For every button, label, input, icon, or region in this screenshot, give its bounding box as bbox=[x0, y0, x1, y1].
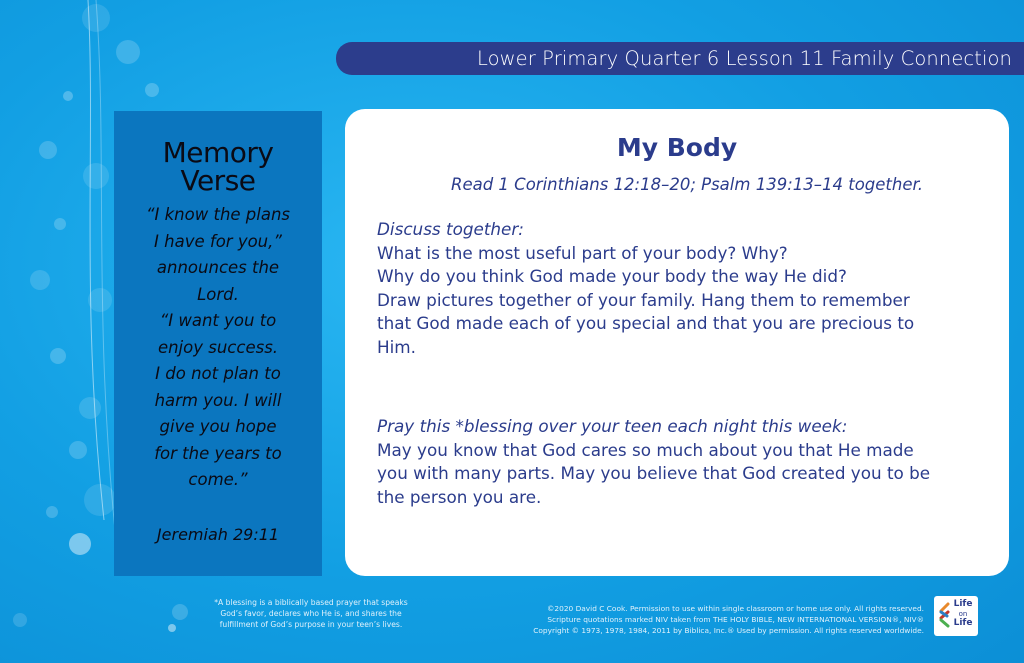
verse-line: harm you. I will bbox=[154, 390, 282, 410]
life-on-life-logo bbox=[934, 596, 978, 636]
discuss-line: Draw pictures together of your family. Hang them to remember bbox=[377, 289, 910, 310]
page-title: Lower Primary Quarter 6 Lesson 11 Family Connection bbox=[476, 47, 1012, 70]
verse-line: “I know the plans bbox=[145, 205, 291, 224]
copyright-notice bbox=[452, 603, 924, 636]
memory-heading-line-2: Verse bbox=[180, 164, 256, 197]
logo-wordmark bbox=[950, 599, 976, 629]
footnote-line: *A blessing is a biblically based prayer that speaks bbox=[214, 598, 408, 607]
verse-line: I have for you,” bbox=[154, 231, 282, 251]
verse-line: “I want you to bbox=[159, 311, 277, 330]
memory-heading-line-1: Memory bbox=[162, 136, 274, 169]
verse-line: come.” bbox=[188, 470, 248, 489]
copyright-line: Scripture quotations marked NIV taken from THE HOLY BIBLE, NEW INTERNATIONAL VERSION®, NIV® bbox=[547, 615, 924, 624]
footnote-line: fulfillment of God’s purpose in your teen’s lives. bbox=[219, 620, 403, 629]
reading-instruction: Read 1 Corinthians 12:18–20; Psalm 139:13–14 together. bbox=[450, 175, 924, 194]
verse-line: I do not plan to bbox=[155, 364, 281, 383]
footnote-line: God’s favor, declares who He is, and shares the bbox=[220, 609, 402, 618]
discuss-line: Him. bbox=[377, 336, 416, 357]
verse-line: enjoy success. bbox=[157, 337, 279, 357]
copyright-line: Copyright © 1973, 1978, 1984, 2011 by Biblica, Inc.® Used by permission. All rights reserved worldwide. bbox=[533, 626, 924, 635]
verse-reference: Jeremiah 29:11 bbox=[156, 525, 280, 544]
discuss-line: Why do you think God made your body the way He did? bbox=[377, 266, 847, 286]
discuss-section bbox=[377, 218, 997, 359]
verse-line: for the years to bbox=[154, 443, 282, 463]
verse-line: give you hope bbox=[159, 417, 277, 436]
copyright-line: ©2020 David C Cook. Permission to use within single classroom or home use only. All rights reserved. bbox=[547, 604, 924, 613]
lesson-card bbox=[345, 109, 1009, 576]
logo-word: Life bbox=[953, 618, 973, 628]
pray-label: Pray this *blessing over your teen each night this week: bbox=[377, 416, 848, 436]
memory-verse-heading bbox=[114, 136, 322, 197]
pray-line: the person you are. bbox=[377, 486, 542, 507]
discuss-line: What is the most useful part of your body? Why? bbox=[377, 242, 788, 263]
discuss-line: that God made each of you special and that you are precious to bbox=[377, 313, 915, 333]
logo-mark-icon bbox=[937, 602, 951, 630]
lesson-title: My Body bbox=[616, 133, 738, 162]
verse-line: Lord. bbox=[197, 284, 239, 304]
blessing-footnote bbox=[196, 597, 426, 630]
logo-word: on bbox=[958, 610, 968, 618]
memory-verse-text bbox=[120, 202, 316, 494]
memory-verse-panel bbox=[114, 111, 322, 576]
discuss-label: Discuss together: bbox=[377, 219, 524, 239]
pray-section bbox=[377, 415, 997, 509]
header-bar bbox=[336, 42, 1024, 75]
pray-line: you with many parts. May you believe that God created you to be bbox=[377, 463, 931, 483]
logo-word: Life bbox=[953, 599, 973, 609]
pray-line: May you know that God cares so much about you that He made bbox=[377, 439, 914, 460]
verse-line: announces the bbox=[156, 258, 280, 277]
